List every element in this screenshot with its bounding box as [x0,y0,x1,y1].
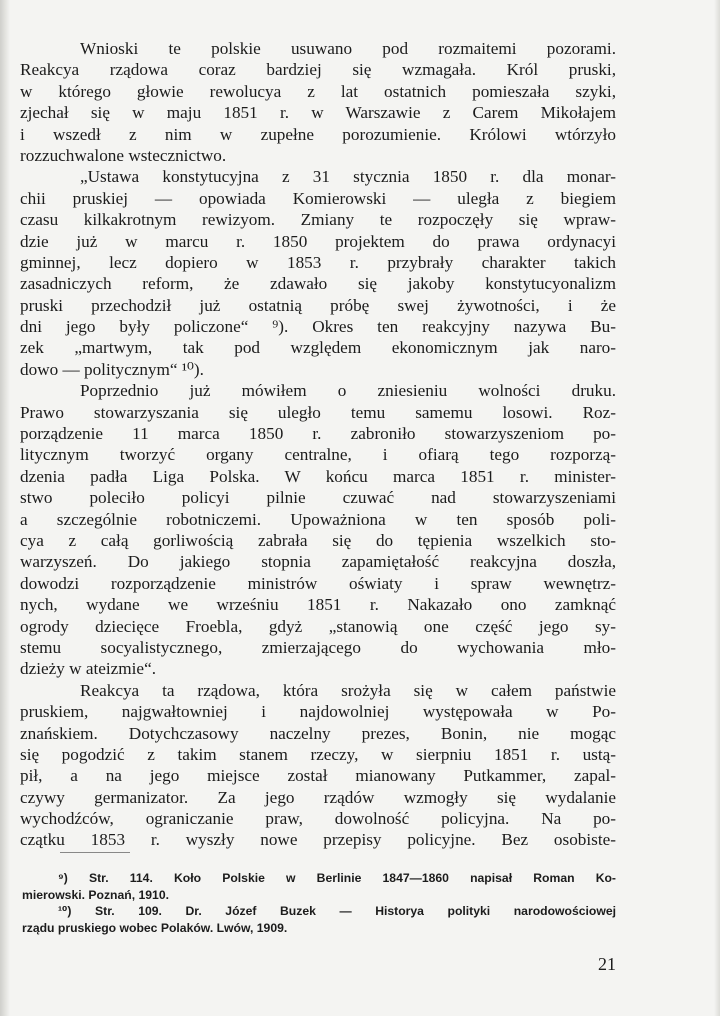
page-edge-shadow [0,0,10,1016]
text-line: pruski przechodził już ostatnią próbę swej żywotności, i że [20,295,616,315]
page-number: 21 [598,954,616,974]
text-line: Reakcya ta rządowa, która srożyła się w całem państwie [80,680,616,700]
text-line: nych, wydane we wrześniu 1851 r. Nakazało ono zamknąć [20,595,616,615]
text-line: się pogodzić z takim stanem rzeczy, w sierpniu 1851 r. ustą- [20,744,616,764]
text-line: chii pruskiej — opowiada Komierowski — uległa z biegiem [20,188,616,208]
text-line: dzieży w ateizmie“. [20,659,156,679]
text-line: stwo poleciło policyi pilnie czuwać nad stowarzyszeniami [20,488,616,508]
text-line: dowo — politycznym“ ¹⁰). [20,359,204,379]
footnotes [22,870,616,936]
text-line: Poprzednio już mówiłem o zniesieniu wolności druku. [80,381,616,401]
footnote-separator [60,852,130,853]
text-line: dowodzi rozporządzenie ministrów oświaty i spraw wewnętrz- [20,573,616,593]
text-line: „Ustawa konstytucyjna z 31 stycznia 1850 r. dla monar- [80,167,616,187]
text-line: rozzuchwalone wstecznictwo. [20,145,227,165]
footnote-line: ¹⁰) Str. 109. Dr. Józef Buzek — Historya polityki narodowościowej [58,904,616,918]
text-line: Prawo stowarzyszania się uległo temu samemu losowi. Roz- [20,402,616,422]
text-line: ogrody dziecięce Froebla, gdyż „stanowią one część jego sy- [20,616,616,636]
main-text [20,38,616,851]
text-line: gminnej, lecz dopiero w 1853 r. przybrały charakter takich [20,252,616,272]
text-line: dzenia padła Liga Polska. W końcu marca 1851 r. minister- [20,466,616,486]
text-line: Wnioski te polskie usuwano pod rozmaitemi pozorami. [80,39,616,58]
text-line: dzie już w marcu r. 1850 projektem do prawa ordynacyi [20,231,616,251]
text-line: i wszedł z nim w zupełne porozumienie. Królowi wtórzyło [20,124,616,144]
text-line: czasu kilkakrotnym rewizyom. Zmiany te rozpoczęły się wpraw- [20,210,616,230]
text-line: cya z całą gorliwością zabrała się do tępienia wszelkich sto- [20,530,616,550]
text-line: zasadniczych reform, że zdawało się jakoby konstytucyonalizm [20,274,616,294]
footnote-line: mierowski. Poznań, 1910. [22,887,169,902]
text-line: dni jego były policzone“ ⁹). Okres ten reakcyjny nazywa Bu- [20,317,616,337]
text-line: stemu socyalistycznego, zmierzającego do wychowania mło- [20,637,616,657]
footnote-line: ⁹) Str. 114. Koło Polskie w Berlinie 1847—1860 napisał Roman Ko- [58,871,616,885]
text-line: zjechał się w maju 1851 r. w Warszawie z Carem Mikołajem [20,103,616,123]
text-line: litycznym tworzyć organy centralne, i ofiarą tego rozporzą- [20,445,616,465]
page-edge-shadow-right [714,0,720,1016]
text-line: czątku 1853 r. wyszły nowe przepisy policyjne. Bez osobiste- [20,830,616,850]
text-line: porządzenie 11 marca 1850 r. zabroniło stowarzyszeniom po- [20,424,616,444]
text-line: w którego głowie rewolucya z lat ostatnich pomieszała szyki, [20,81,616,101]
text-line: pruskiem, najgwałtowniej i najdowolniej występowała w Po- [20,702,616,722]
text-line: czywy germanizator. Za jego rządów wzmogły się wydalanie [20,787,616,807]
text-line: zek „martwym, tak pod względem ekonomicznym jak naro- [20,338,616,358]
text-line: pił, a na jego miejsce został mianowany Putkammer, zapal- [20,766,616,786]
footnote-line: rządu pruskiego wobec Polaków. Lwów, 1909. [22,920,288,935]
text-line: warzyszeń. Do jakiego stopnia zapamiętałość reakcyjna doszła, [20,552,616,572]
text-line: wychodźców, ograniczanie praw, dowolność policyjna. Na po- [20,809,616,829]
text-line: Reakcya rządowa coraz bardziej się wzmagała. Król pruski, [20,60,616,80]
text-line: znańskiem. Dotychczasowy naczelny prezes, Bonin, nie mogąc [20,723,616,743]
text-line: a szczególnie robotniczemi. Upoważniona w ten sposób poli- [20,509,616,529]
